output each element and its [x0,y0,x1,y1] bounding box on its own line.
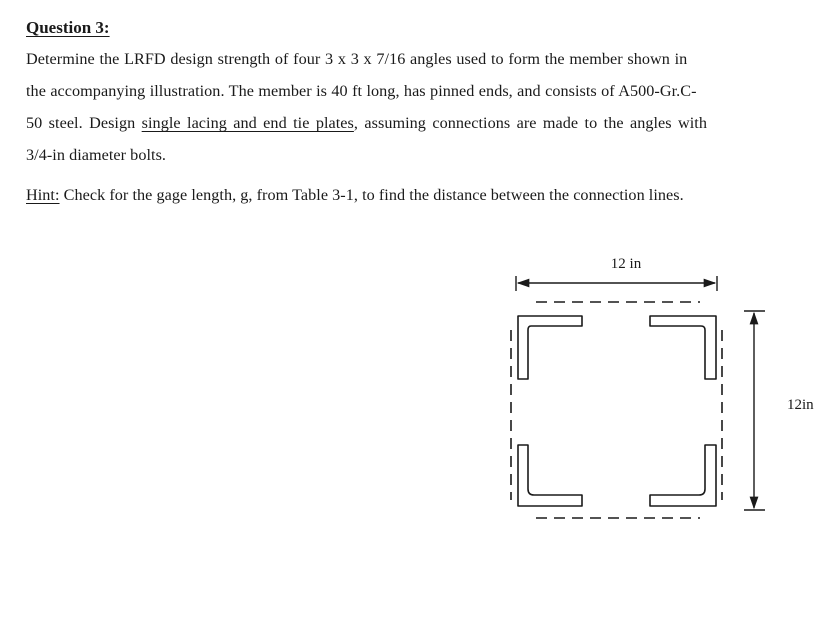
angle-top-left [518,316,582,379]
hint-label: Hint: [26,186,60,204]
question-heading: Question 3: [26,18,110,37]
problem-statement-line-4: 3/4-in diameter bolts. [26,146,167,164]
angle-bottom-left [518,445,582,506]
problem-statement-line-1: Determine the LRFD design strength of four 3 x 3 x 7/16 angles used to form the member shown in [26,50,688,68]
hint-text: Check for the gage length, g, from Table 3-1, to find the distance between the connection lines. [59,186,684,204]
problem-statement-line-2: the accompanying illustration. The member is 40 ft long, has pinned ends, and consists of A500-Gr.C- [26,82,697,100]
angle-sections [518,316,716,506]
angle-bottom-right [650,445,716,506]
angle-top-right [650,316,716,379]
height-dimension-label: 12in [787,397,814,413]
width-dimension-label: 12 in [610,256,642,272]
underlined-design-phrase: single lacing and end tie plates [141,114,354,132]
line-3-end: , assuming connections are made to the angles with [353,114,707,132]
line-3-start: 50 steel. Design [26,114,142,132]
lacing-dashed-lines [511,302,722,518]
width-dimension [516,276,717,291]
height-dimension [744,311,765,510]
